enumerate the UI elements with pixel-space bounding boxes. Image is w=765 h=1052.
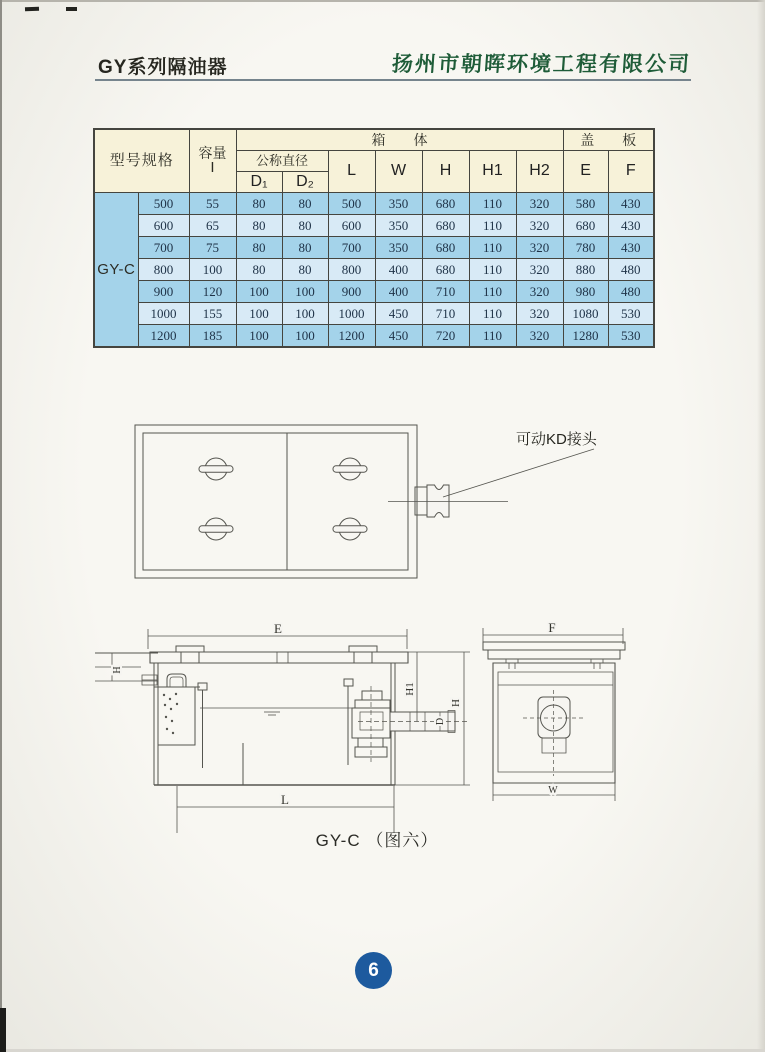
tank-walls xyxy=(154,663,395,785)
cell-e: 780 xyxy=(563,237,608,259)
cell-h: 680 xyxy=(422,215,469,237)
dim-label-h-left: H xyxy=(112,666,123,674)
cell-d2: 80 xyxy=(282,237,328,259)
cell-f: 480 xyxy=(608,281,654,303)
cell-l: 600 xyxy=(328,215,375,237)
page-number: 6 xyxy=(368,959,379,981)
col-header-L: L xyxy=(328,151,375,193)
cell-f: 530 xyxy=(608,325,654,348)
scan-mark xyxy=(25,7,39,11)
lid-section xyxy=(150,652,408,663)
table-row xyxy=(94,215,654,237)
dim-label-w: W xyxy=(548,785,558,796)
cell-d2: 80 xyxy=(282,193,328,215)
spec-table-wrap xyxy=(93,128,655,348)
col-header-H: H xyxy=(422,151,469,193)
end-lid-top xyxy=(483,642,625,650)
cell-h1: 110 xyxy=(469,193,516,215)
tank-inner-outline xyxy=(143,433,408,570)
cell-h: 680 xyxy=(422,259,469,281)
cell-l: 800 xyxy=(328,259,375,281)
cell-d1: 100 xyxy=(236,281,282,303)
capacity-line1: 容量 xyxy=(198,144,227,161)
table-row xyxy=(94,325,654,348)
col-header-H2: H2 xyxy=(516,151,563,193)
dim-label-d: D xyxy=(435,717,446,726)
table-row xyxy=(94,281,654,303)
cell-model: 1000 xyxy=(138,303,189,325)
scan-edge-top xyxy=(0,0,765,2)
cell-w: 350 xyxy=(375,193,422,215)
cell-e: 880 xyxy=(563,259,608,281)
col-header-F: F xyxy=(608,151,654,193)
lid-handle xyxy=(349,646,377,663)
cell-h2: 320 xyxy=(516,281,563,303)
kd-leader-line xyxy=(443,449,594,497)
end-view-drawing xyxy=(475,620,665,820)
page-number-badge xyxy=(355,952,392,989)
strainer-basket xyxy=(154,674,200,745)
cell-d2: 100 xyxy=(282,303,328,325)
cell-f: 430 xyxy=(608,237,654,259)
cell-h2: 320 xyxy=(516,215,563,237)
cell-capacity: 120 xyxy=(189,281,236,303)
col-header-D2: D₂ xyxy=(282,172,328,193)
cell-e: 980 xyxy=(563,281,608,303)
cell-capacity: 55 xyxy=(189,193,236,215)
page-title: GY系列隔油器 xyxy=(98,57,228,78)
col-header-capacity xyxy=(189,129,236,193)
cell-model: 1200 xyxy=(138,325,189,348)
scan-mark xyxy=(0,1008,6,1052)
cell-h: 710 xyxy=(422,281,469,303)
end-outlet-fitting xyxy=(523,690,586,776)
cell-capacity: 65 xyxy=(189,215,236,237)
cell-w: 450 xyxy=(375,303,422,325)
cell-d2: 100 xyxy=(282,325,328,348)
col-header-D1: D₁ xyxy=(236,172,282,193)
cell-h: 680 xyxy=(422,193,469,215)
cell-h1: 110 xyxy=(469,259,516,281)
company-name: 扬州市朝晖环境工程有限公司 xyxy=(391,53,692,76)
inlet-flange xyxy=(142,675,157,685)
scan-edge-left xyxy=(0,0,2,1052)
cell-h1: 110 xyxy=(469,281,516,303)
cell-d2: 80 xyxy=(282,259,328,281)
cell-l: 1200 xyxy=(328,325,375,348)
cell-h2: 320 xyxy=(516,259,563,281)
end-lid-lower xyxy=(488,650,620,659)
cell-f: 430 xyxy=(608,215,654,237)
dim-label-l: L xyxy=(281,792,289,807)
cell-d1: 100 xyxy=(236,303,282,325)
cell-h: 720 xyxy=(422,325,469,348)
side-view-drawing xyxy=(85,620,480,845)
kd-coupling xyxy=(415,485,449,517)
cell-model: 700 xyxy=(138,237,189,259)
table-row xyxy=(94,303,654,325)
cell-h2: 320 xyxy=(516,193,563,215)
cell-h2: 320 xyxy=(516,237,563,259)
group-header-cover: 盖 板 xyxy=(563,129,654,151)
cell-h1: 110 xyxy=(469,237,516,259)
series-label-cell: GY-C xyxy=(94,193,138,348)
cell-w: 400 xyxy=(375,281,422,303)
cell-h2: 320 xyxy=(516,303,563,325)
cell-capacity: 75 xyxy=(189,237,236,259)
dim-label-f: F xyxy=(548,620,556,635)
col-header-E: E xyxy=(563,151,608,193)
cell-l: 700 xyxy=(328,237,375,259)
outlet-device xyxy=(352,686,390,762)
lift-rod xyxy=(198,683,207,768)
cell-l: 1000 xyxy=(328,303,375,325)
cell-h2: 320 xyxy=(516,325,563,348)
cell-model: 900 xyxy=(138,281,189,303)
tank-outer-outline xyxy=(135,425,417,578)
handle-icon xyxy=(333,518,367,540)
cell-w: 400 xyxy=(375,259,422,281)
cell-h1: 110 xyxy=(469,303,516,325)
handle-icon xyxy=(333,458,367,480)
cell-e: 680 xyxy=(563,215,608,237)
cell-e: 580 xyxy=(563,193,608,215)
cell-l: 900 xyxy=(328,281,375,303)
lid-bracket xyxy=(591,659,603,669)
table-row xyxy=(94,237,654,259)
handle-icon xyxy=(199,458,233,480)
spec-table xyxy=(93,128,655,348)
figure-caption: GY-C （图六） xyxy=(315,831,439,850)
cell-e: 1280 xyxy=(563,325,608,348)
col-header-nominal-diameter: 公称直径 xyxy=(236,151,328,172)
water-level xyxy=(200,708,385,715)
handle-icon xyxy=(199,518,233,540)
cell-d1: 100 xyxy=(236,325,282,348)
table-row xyxy=(94,193,654,215)
cell-capacity: 185 xyxy=(189,325,236,348)
outlet-pipe xyxy=(358,711,468,733)
cell-h: 680 xyxy=(422,237,469,259)
col-header-W: W xyxy=(375,151,422,193)
lid-bracket xyxy=(506,659,518,669)
cell-model: 800 xyxy=(138,259,189,281)
dim-label-h-right: H xyxy=(450,699,462,707)
table-body xyxy=(94,193,654,348)
kd-callout-label: 可动KD接头 xyxy=(516,431,597,448)
lid-handle xyxy=(176,646,204,663)
group-header-box: 箱 体 xyxy=(236,129,563,151)
cell-h1: 110 xyxy=(469,325,516,348)
col-header-model-spec: 型号规格 xyxy=(94,129,189,193)
header-rule xyxy=(95,79,691,81)
dim-label-e: E xyxy=(274,621,282,636)
scan-mark xyxy=(66,7,77,11)
col-header-H1: H1 xyxy=(469,151,516,193)
cell-f: 430 xyxy=(608,193,654,215)
cell-d2: 80 xyxy=(282,215,328,237)
capacity-line2: I xyxy=(210,159,215,177)
scan-edge-right xyxy=(757,0,765,1052)
cell-capacity: 155 xyxy=(189,303,236,325)
cell-d1: 80 xyxy=(236,193,282,215)
cell-d1: 80 xyxy=(236,237,282,259)
cell-w: 350 xyxy=(375,237,422,259)
cell-e: 1080 xyxy=(563,303,608,325)
cell-f: 530 xyxy=(608,303,654,325)
basket-perforations xyxy=(163,693,178,734)
cell-f: 480 xyxy=(608,259,654,281)
table-row xyxy=(94,259,654,281)
cell-w: 350 xyxy=(375,215,422,237)
cell-h1: 110 xyxy=(469,215,516,237)
cell-h: 710 xyxy=(422,303,469,325)
cell-d1: 80 xyxy=(236,215,282,237)
cell-model: 500 xyxy=(138,193,189,215)
cell-l: 500 xyxy=(328,193,375,215)
dim-label-h1: H1 xyxy=(404,682,416,696)
cell-w: 450 xyxy=(375,325,422,348)
cell-capacity: 100 xyxy=(189,259,236,281)
cell-d1: 80 xyxy=(236,259,282,281)
cell-model: 600 xyxy=(138,215,189,237)
cell-d2: 100 xyxy=(282,281,328,303)
top-view-diagram xyxy=(90,415,665,605)
